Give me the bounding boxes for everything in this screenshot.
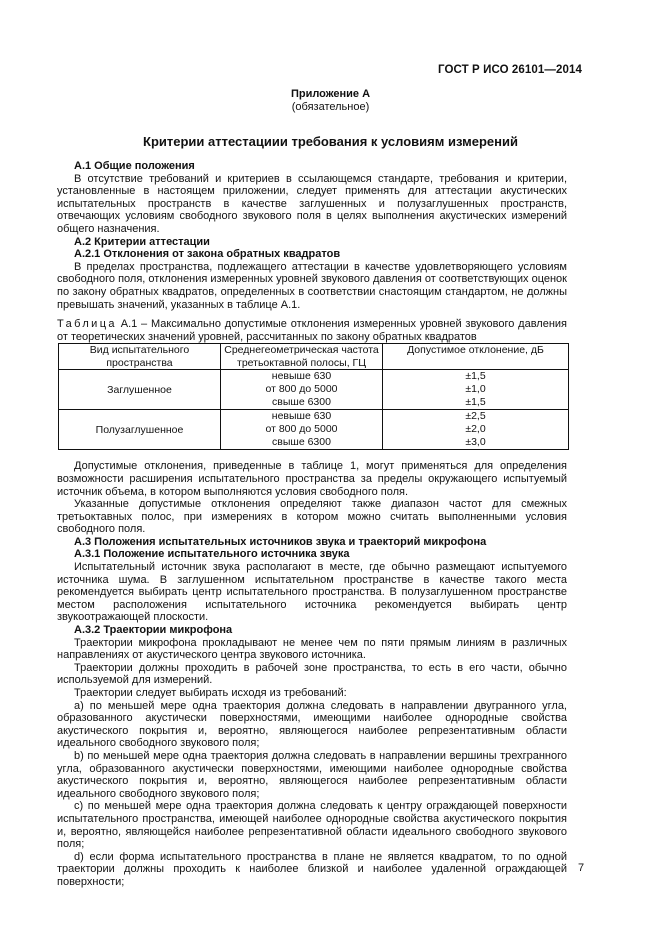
paragraph: Траектории следует выбирать исходя из требований: (74, 687, 347, 699)
section-heading-a2: А.2 Критерии аттестации (74, 235, 210, 248)
frequency-value: от 800 до 5000 (265, 423, 338, 436)
table-row (59, 410, 569, 450)
paragraph: Указанные допустимые отклонения определяют также диапазон частот для смежных третьоктавных полос, при измерениях в котором можно считать выполненными условия свободного поля. (57, 498, 567, 536)
table-caption-text: А.1 – Максимально допустимые отклонения измеренных уровней звукового давления от теоретических значений уровней, рассчитанных по закону обратных квадратов (57, 318, 567, 343)
section-heading-a32: А.3.2 Траектории микрофона (74, 624, 233, 637)
deviation-value: ±1,0 (465, 383, 486, 396)
paragraph: Траектории должны проходить в рабочей зоне пространства, то есть в его части, обычно используемой для измерений. (57, 661, 567, 687)
frequency-value: невыше 630 (271, 370, 332, 383)
deviation-table (58, 343, 569, 450)
paragraph: Допустимые отклонения, приведенные в таблице 1, могут применяться для определения возможности расширения испытательного пространства за пределы окружающего испытуемый источник объема, в котором выполняются условия свободного поля. (57, 460, 567, 498)
list-item-a: a) по меньшей мере одна траектория должна следовать в направлении двугранного угла, образованного акустически поверхностями, имеющими наиболее однородные свойства акустического покрытия и, вероятно, являющегося наиболее репрезентативным области идеального свободного звукового поля; (57, 699, 567, 750)
paragraph: В отсутствие требований и критериев в ссылающемся стандарте, требования и критерии, установленные в настоящем приложении, следует применять для аттестации акустических испытательных пространств в качестве заглушенных и полузаглушенных пространств, отвечающих условиям свободного звукового поля в целях выполнения акустических измерений общего назначения. (57, 172, 567, 235)
table-header-cell: Вид испытательного пространства (59, 344, 221, 370)
space-type-cell: Полузаглушенное (59, 410, 221, 450)
frequency-cell (221, 410, 383, 450)
standard-number: ГОСТ Р ИСО 26101—2014 (437, 64, 582, 76)
deviation-cell (383, 410, 569, 450)
paragraph: Испытательный источник звука располагают в месте, где обычно размещают испытуемого источника шума. В заглушенном испытательном пространстве в качестве такого места рекомендуется выбирать центр испытательного пространства. В полузаглушенном пространстве местом расположения испытательного источника рекомендуется выбирать центр звукоотражающей плоскости. (57, 561, 567, 624)
deviation-value: ±3,0 (465, 436, 486, 449)
table-caption-label: Таблица (57, 318, 117, 331)
deviation-value: ±2,5 (465, 410, 486, 423)
section-heading-a21: А.2.1 Отклонения от закона обратных квадратов (74, 248, 341, 261)
section-heading-a31: А.3.1 Положение испытательного источника звука (74, 548, 350, 561)
frequency-cell (221, 370, 383, 410)
annex-title: Приложение А (290, 88, 371, 100)
annex-subtitle: (обязательное) (291, 101, 370, 113)
paragraph: В пределах пространства, подлежащего аттестации в качестве удовлетворяющего условиям свободного поля, отклонения измеренных уровней звукового давления от соответствующих оценок по закону обратных квадратов, определенных в соответствии снастоящим стандартом, не должны превышать значений, указанных в таблице А.1. (57, 260, 567, 311)
space-type-cell: Заглушенное (59, 370, 221, 410)
list-item-b: b) по меньшей мере одна траектория должна следовать в направлении вершины трехгранного угла, образованного акустически поверхностями, имеющими наиболее однородные свойства акустического покрытия и, вероятно, являющегося наиболее репрезентативным области идеального свободного звукового поля; (57, 749, 567, 800)
table-row (59, 370, 569, 410)
deviation-cell (383, 370, 569, 410)
deviation-value: ±2,0 (465, 423, 486, 436)
paragraph: Траектории микрофона прокладывают не менее чем по пяти прямым линиям в различных направлениях от акустического центра звукового источника. (57, 636, 567, 662)
table-header-cell: Допустимое отклонение, дБ (383, 344, 569, 370)
frequency-value: невыше 630 (271, 410, 332, 423)
document-body (57, 160, 567, 889)
deviation-value: ±1,5 (465, 396, 486, 409)
table-caption (57, 318, 567, 343)
table-header-cell: Среднегеометрическая частота третьоктавной полосы, ГЦ (221, 344, 383, 370)
document-title: Критерии аттестациии требования к условиям измерений (143, 134, 518, 149)
deviation-value: ±1,5 (465, 370, 486, 383)
frequency-value: свыше 6300 (272, 396, 331, 409)
list-item-c: c) по меньшей мере одна траектория должна следовать к центру ограждающей поверхности испытательного пространства, имеющей наиболее однородные свойства акустического покрытия и, вероятно, являющейся наиболее репрезентативной области идеального свободного звукового поля; (57, 800, 567, 851)
frequency-value: свыше 6300 (272, 436, 331, 449)
section-heading-a3: А.3 Положения испытательных источников звука и траекторий микрофона (74, 535, 487, 548)
table-header-row (59, 344, 569, 370)
page-number: 7 (578, 862, 585, 874)
section-heading-a1: А.1 Общие положения (74, 160, 195, 172)
list-item-d: d) если форма испытательного пространства в плане не является квадратом, то по одной траектории должны проходить к наиболее близкой и наиболее удаленной ограждающей поверхности; (57, 850, 567, 888)
frequency-value: от 800 до 5000 (265, 383, 338, 396)
